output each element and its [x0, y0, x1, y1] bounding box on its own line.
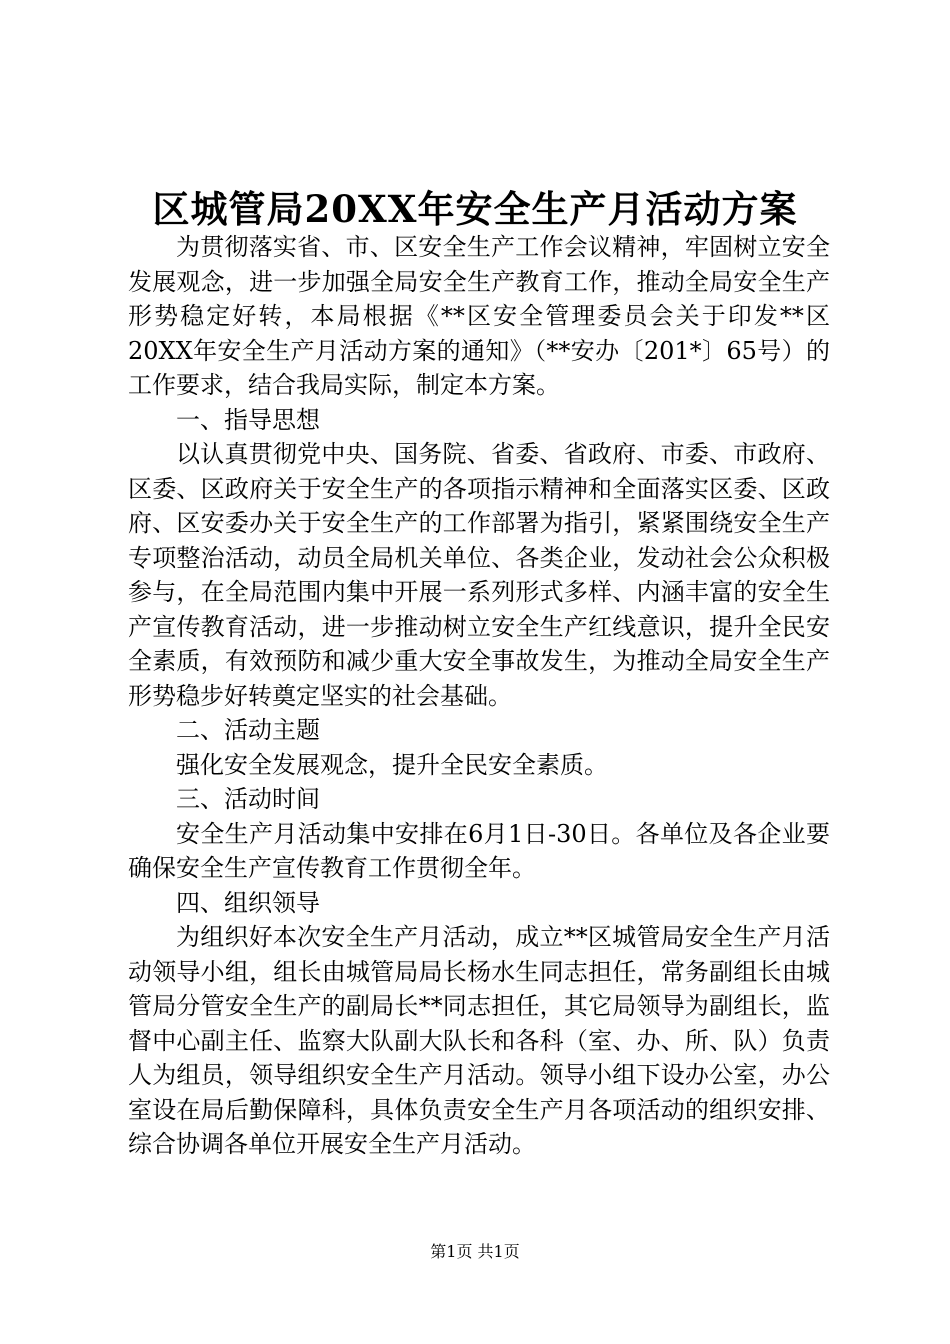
section-heading-guiding-thought: 一、指导思想: [176, 405, 320, 434]
activity-theme-paragraph: 强化安全发展观念，提升全民安全素质。: [176, 750, 608, 779]
guiding-thought-paragraph: 以认真贯彻党中央、国务院、省委、省政府、市委、市政府、区委、区政府关于安全生产的各项指示精神和全面落实区委、区政府、区安委办关于安全生产的工作部署为指引，紧紧围绕安全生产专项整治活动，动员全局机关单位、各类企业，发动社会公众积极参与，在全局范围内集中开展一系列形式多样、内涵丰富的安全生产宣传教育活动，进一步推动树立安全生产红线意识，提升全民安全素质，有效预防和减少重大安全事故发生，为推动全局安全生产形势稳步好转奠定坚实的社会基础。: [128, 440, 830, 710]
section-heading-activity-time: 三、活动时间: [176, 785, 320, 813]
intro-paragraph: 为贯彻落实省、市、区安全生产工作会议精神，牢固树立安全发展观念，进一步加强全局安全生产教育工作，推动全局安全生产形势稳定好转，本局根据《**区安全管理委员会关于印发**区20XX年安全生产月活动方案的通知》（**安办〔201*〕65号）的工作要求，结合我局实际，制定本方案。: [128, 233, 830, 399]
organization-paragraph: 为组织好本次安全生产月活动，成立**区城管局安全生产月活动领导小组，组长由城管局局长杨水生同志担任，常务副组长由城管局分管安全生产的副局长**同志担任，其它局领导为副组长，监督中心副主任、监察大队副大队长和各科（室、办、所、队）负责人为组员，领导组织安全生产月活动。领导小组下设办公室，办公室设在局后勤保障科，具体负责安全生产月各项活动的组织安排、综合协调各单位开展安全生产月活动。: [128, 923, 830, 1158]
document-title: 区城管局20XX年安全生产月活动方案: [152, 187, 798, 231]
document-body: [128, 230, 830, 1162]
activity-time-paragraph: 安全生产月活动集中安排在6月1日-30日。各单位及各企业要确保安全生产宣传教育工作贯彻全年。: [128, 819, 830, 882]
section-heading-organization: 四、组织领导: [176, 888, 320, 917]
section-heading-activity-theme: 二、活动主题: [176, 716, 320, 744]
page-footer: 第1页 共1页: [430, 1242, 520, 1261]
